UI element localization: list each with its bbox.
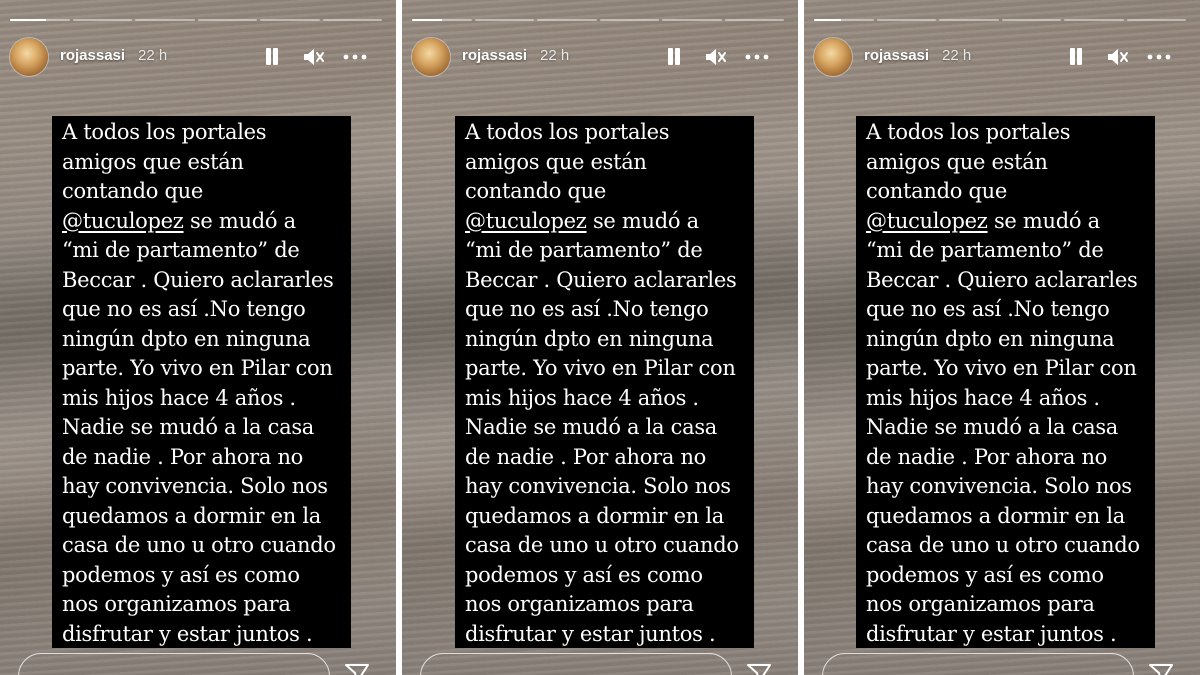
story-text-line: nos organizamos para bbox=[465, 592, 694, 616]
story-text-line: contando que bbox=[866, 179, 1007, 203]
story-text-fragment: se mudó a bbox=[993, 208, 1100, 233]
story-text-line: parte. Yo vivo en Pilar con bbox=[866, 356, 1137, 380]
story-text-line: podemos y así es como bbox=[62, 562, 300, 587]
username[interactable]: rojassasi bbox=[462, 47, 528, 64]
story-text-line: mis hijos hace 4 años . bbox=[866, 385, 1100, 410]
mention-link[interactable]: @tuculopez bbox=[465, 208, 587, 233]
progress-segment bbox=[600, 19, 660, 21]
story-text-line: que no es así .No tengo bbox=[465, 297, 709, 321]
story-text-box bbox=[856, 116, 1155, 648]
post-time: 22 h bbox=[942, 47, 972, 64]
story-text-line: ningún dpto en ninguna bbox=[465, 326, 714, 351]
story-text-line: que no es así .No tengo bbox=[866, 297, 1110, 321]
story-panel-3 bbox=[804, 0, 1200, 675]
story-panel-2 bbox=[402, 0, 798, 675]
more-horizontal-icon[interactable] bbox=[744, 46, 770, 68]
story-text-line: casa de uno u otro cuando bbox=[465, 533, 739, 557]
story-text-line: Nadie se mudó a la casa bbox=[465, 415, 718, 439]
story-text-line: A todos los portales bbox=[62, 120, 267, 144]
story-text-line: parte. Yo vivo en Pilar con bbox=[62, 356, 333, 380]
progress-segment bbox=[725, 19, 785, 21]
story-text-line: de nadie . Por ahora no bbox=[62, 444, 304, 469]
more-horizontal-icon[interactable] bbox=[1146, 46, 1172, 68]
story-text-line: hay convivencia. Solo nos bbox=[866, 474, 1132, 498]
story-text-fragment: se mudó a bbox=[592, 208, 699, 233]
story-text-line: Nadie se mudó a la casa bbox=[62, 415, 315, 439]
story-progress-bar bbox=[412, 19, 784, 21]
story-text-line bbox=[465, 207, 754, 237]
reply-input[interactable] bbox=[420, 653, 732, 675]
story-text-line: quedamos a dormir en la bbox=[62, 503, 321, 528]
post-time: 22 h bbox=[138, 47, 168, 64]
progress-segment-fill bbox=[10, 19, 46, 21]
progress-segment bbox=[198, 19, 258, 21]
story-text-line: Beccar . Quiero aclararles bbox=[465, 267, 737, 292]
story-progress-bar bbox=[10, 19, 382, 21]
story-text-line: disfrutar y estar juntos . bbox=[62, 621, 313, 646]
story-text-line: amigos que están bbox=[465, 149, 647, 174]
story-text-line: nos organizamos para bbox=[62, 592, 291, 616]
story-text-line: contando que bbox=[62, 179, 203, 203]
pause-icon[interactable] bbox=[664, 46, 684, 68]
story-text-line: hay convivencia. Solo nos bbox=[465, 474, 731, 498]
story-text-line: mis hijos hace 4 años . bbox=[62, 385, 296, 410]
avatar[interactable] bbox=[412, 38, 450, 76]
story-text-line: casa de uno u otro cuando bbox=[866, 533, 1140, 557]
story-text-line: podemos y así es como bbox=[465, 562, 703, 587]
progress-segment bbox=[939, 19, 999, 21]
story-text-line: disfrutar y estar juntos . bbox=[866, 621, 1117, 646]
story-header bbox=[814, 37, 1186, 77]
story-text-line: contando que bbox=[465, 179, 606, 203]
speaker-muted-icon[interactable] bbox=[704, 46, 728, 68]
progress-segment bbox=[412, 19, 472, 21]
progress-segment bbox=[814, 19, 874, 21]
story-text-line: A todos los portales bbox=[866, 120, 1071, 144]
username[interactable]: rojassasi bbox=[60, 47, 126, 64]
send-icon[interactable] bbox=[746, 662, 772, 675]
progress-segment bbox=[537, 19, 597, 21]
story-panel-1 bbox=[0, 0, 396, 675]
username[interactable]: rojassasi bbox=[864, 47, 930, 64]
story-text-line: mis hijos hace 4 años . bbox=[465, 385, 699, 410]
story-text-line: A todos los portales bbox=[465, 120, 670, 144]
story-text-line: parte. Yo vivo en Pilar con bbox=[465, 356, 736, 380]
reply-input[interactable] bbox=[822, 653, 1134, 675]
progress-segment bbox=[1127, 19, 1187, 21]
story-text-line: “mi de partamento” de bbox=[465, 238, 703, 262]
story-text-line: ningún dpto en ninguna bbox=[866, 326, 1115, 351]
send-icon[interactable] bbox=[344, 662, 370, 675]
progress-segment-fill bbox=[412, 19, 442, 21]
story-text-line bbox=[62, 207, 351, 237]
story-text-line: “mi de partamento” de bbox=[866, 238, 1104, 262]
story-header bbox=[10, 37, 382, 77]
progress-segment bbox=[135, 19, 195, 21]
story-text-line: casa de uno u otro cuando bbox=[62, 533, 336, 557]
story-text-line: Beccar . Quiero aclararles bbox=[866, 267, 1138, 292]
story-text-line: Nadie se mudó a la casa bbox=[866, 415, 1119, 439]
story-text-line: “mi de partamento” de bbox=[62, 238, 300, 262]
story-text-line: de nadie . Por ahora no bbox=[866, 444, 1108, 469]
pause-icon[interactable] bbox=[262, 46, 282, 68]
progress-segment bbox=[10, 19, 70, 21]
story-text-line: ningún dpto en ninguna bbox=[62, 326, 311, 351]
story-text-line: amigos que están bbox=[866, 149, 1048, 174]
story-text-line: Beccar . Quiero aclararles bbox=[62, 267, 334, 292]
story-text-line: nos organizamos para bbox=[866, 592, 1095, 616]
story-text-line: que no es así .No tengo bbox=[62, 297, 306, 321]
more-horizontal-icon[interactable] bbox=[342, 46, 368, 68]
story-text-line: quedamos a dormir en la bbox=[866, 503, 1125, 528]
progress-segment bbox=[475, 19, 535, 21]
mention-link[interactable]: @tuculopez bbox=[866, 208, 988, 233]
mention-link[interactable]: @tuculopez bbox=[62, 208, 184, 233]
story-text-line: hay convivencia. Solo nos bbox=[62, 474, 328, 498]
story-text-box bbox=[455, 116, 754, 648]
story-text-fragment: se mudó a bbox=[189, 208, 296, 233]
progress-segment bbox=[323, 19, 383, 21]
story-text-line: podemos y así es como bbox=[866, 562, 1104, 587]
progress-segment bbox=[73, 19, 133, 21]
story-text-line bbox=[866, 207, 1155, 237]
post-time: 22 h bbox=[540, 47, 570, 64]
avatar[interactable] bbox=[814, 38, 852, 76]
speaker-muted-icon[interactable] bbox=[302, 46, 326, 68]
progress-segment bbox=[1064, 19, 1124, 21]
story-text-box bbox=[52, 116, 351, 648]
story-text-line: amigos que están bbox=[62, 149, 244, 174]
progress-segment bbox=[1002, 19, 1062, 21]
story-text-line: disfrutar y estar juntos . bbox=[465, 621, 716, 646]
story-progress-bar bbox=[814, 19, 1186, 21]
story-text-line: quedamos a dormir en la bbox=[465, 503, 724, 528]
speaker-muted-icon[interactable] bbox=[1106, 46, 1130, 68]
pause-icon[interactable] bbox=[1066, 46, 1086, 68]
send-icon[interactable] bbox=[1148, 662, 1174, 675]
progress-segment bbox=[877, 19, 937, 21]
progress-segment-fill bbox=[814, 19, 841, 21]
avatar[interactable] bbox=[10, 38, 48, 76]
reply-input[interactable] bbox=[18, 653, 330, 675]
progress-segment bbox=[662, 19, 722, 21]
progress-segment bbox=[260, 19, 320, 21]
story-header bbox=[412, 37, 784, 77]
story-text-line: de nadie . Por ahora no bbox=[465, 444, 707, 469]
